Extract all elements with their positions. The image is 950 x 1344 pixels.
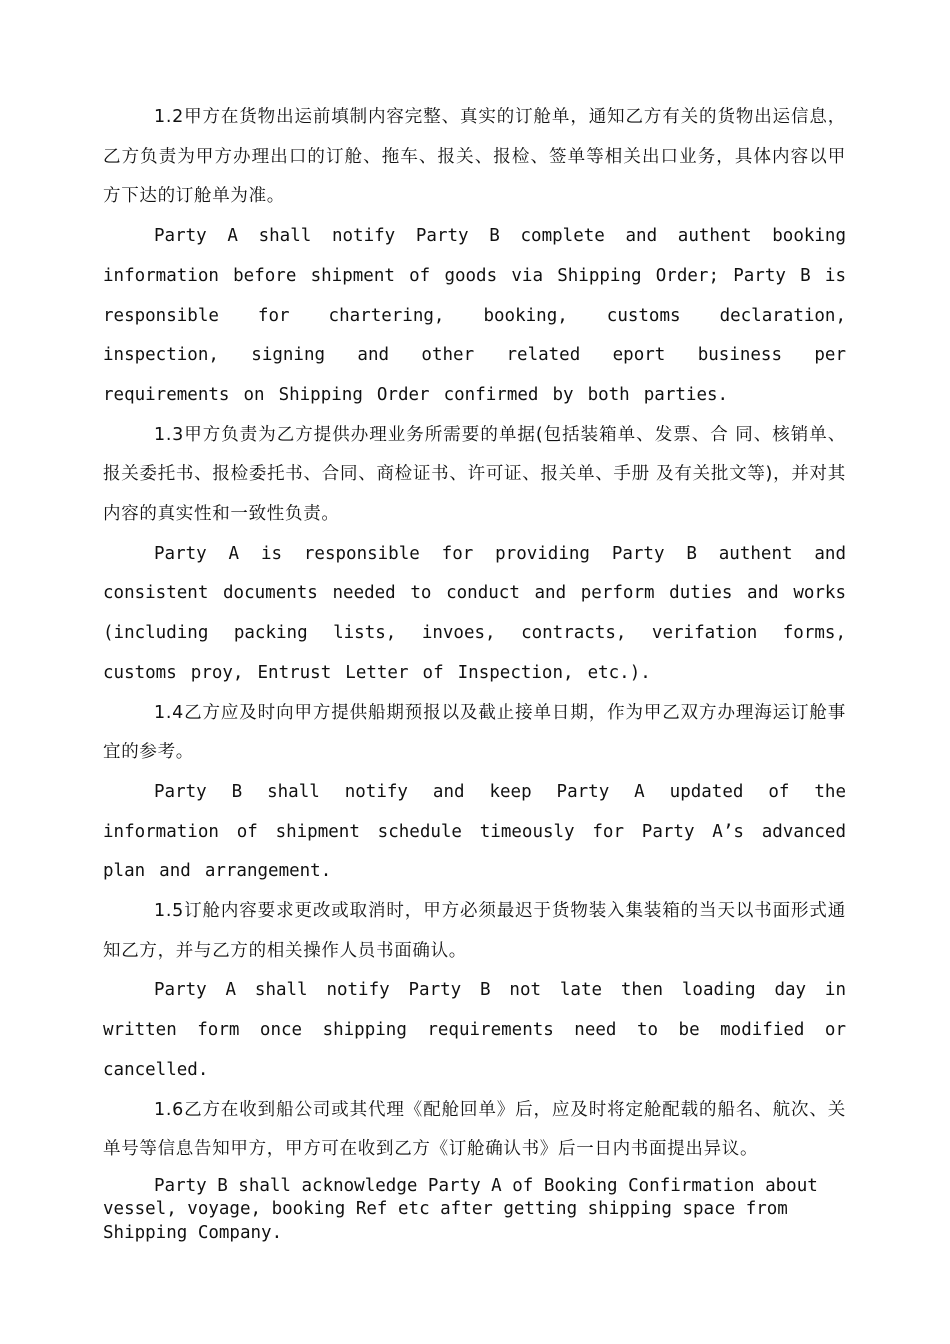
document-body <box>103 98 846 1245</box>
clause-1-4-chinese: 1.4乙方应及时向甲方提供船期预报以及截止接单日期，作为甲乙双方办理海运订舱事宜的参考。 <box>103 702 846 763</box>
clause-1-2-english: Party A shall notify Party B complete and authent booking information before shipment of goods via Shipping Order; Party B is responsible for chartering, booking, customs declaration, inspection, signing and other related eport business per requirements on Shipping Order confirmed by both parties. <box>103 226 846 405</box>
clause-1-5-english: Party A shall notify Party B not late then loading day in written form once shipping requirements need to be modified or cancelled. <box>103 980 846 1080</box>
clause-1-6-chinese: 1.6乙方在收到船公司或其代理《配舱回单》后，应及时将定舱配载的船名、航次、关单号等信息告知甲方，甲方可在收到乙方《订舱确认书》后一日内书面提出异议。 <box>103 1099 846 1160</box>
clause-1-5-chinese: 1.5订舱内容要求更改或取消时，甲方必须最迟于货物装入集装箱的当天以书面形式通知乙方，并与乙方的相关操作人员书面确认。 <box>103 901 846 961</box>
clause-1-3-english: Party A is responsible for providing Party B authent and consistent documents needed to conduct and perform duties and works (including packing lists, invoes, contracts, verifation forms, customs proy, Entrust Letter of Inspection, etc.). <box>103 543 846 683</box>
clause-1-4-english: Party B shall notify and keep Party A updated of the information of shipment schedule timeously for Party A’s advanced plan and arrangement. <box>103 781 846 882</box>
clause-1-3-chinese: 1.3甲方负责为乙方提供办理业务所需要的单据(包括装箱单、发票、合 同、核销单、报关委托书、报检委托书、合同、商检证书、许可证、报关单、手册 及有关批文等)，并对其内容的真实性和一致性负责。 <box>103 424 846 525</box>
clause-1-6-english: Party B shall acknowledge Party A of Booking Confirmation about vessel, voyage, booking Ref etc after getting shipping space from Shipping Company. <box>103 1175 818 1243</box>
clause-1-2-chinese: 1.2甲方在货物出运前填制内容完整、真实的订舱单，通知乙方有关的货物出运信息，乙方负责为甲方办理出口的订舱、拖车、报关、报检、签单等相关出口业务，具体内容以甲方下达的订舱单为准。 <box>103 107 846 207</box>
